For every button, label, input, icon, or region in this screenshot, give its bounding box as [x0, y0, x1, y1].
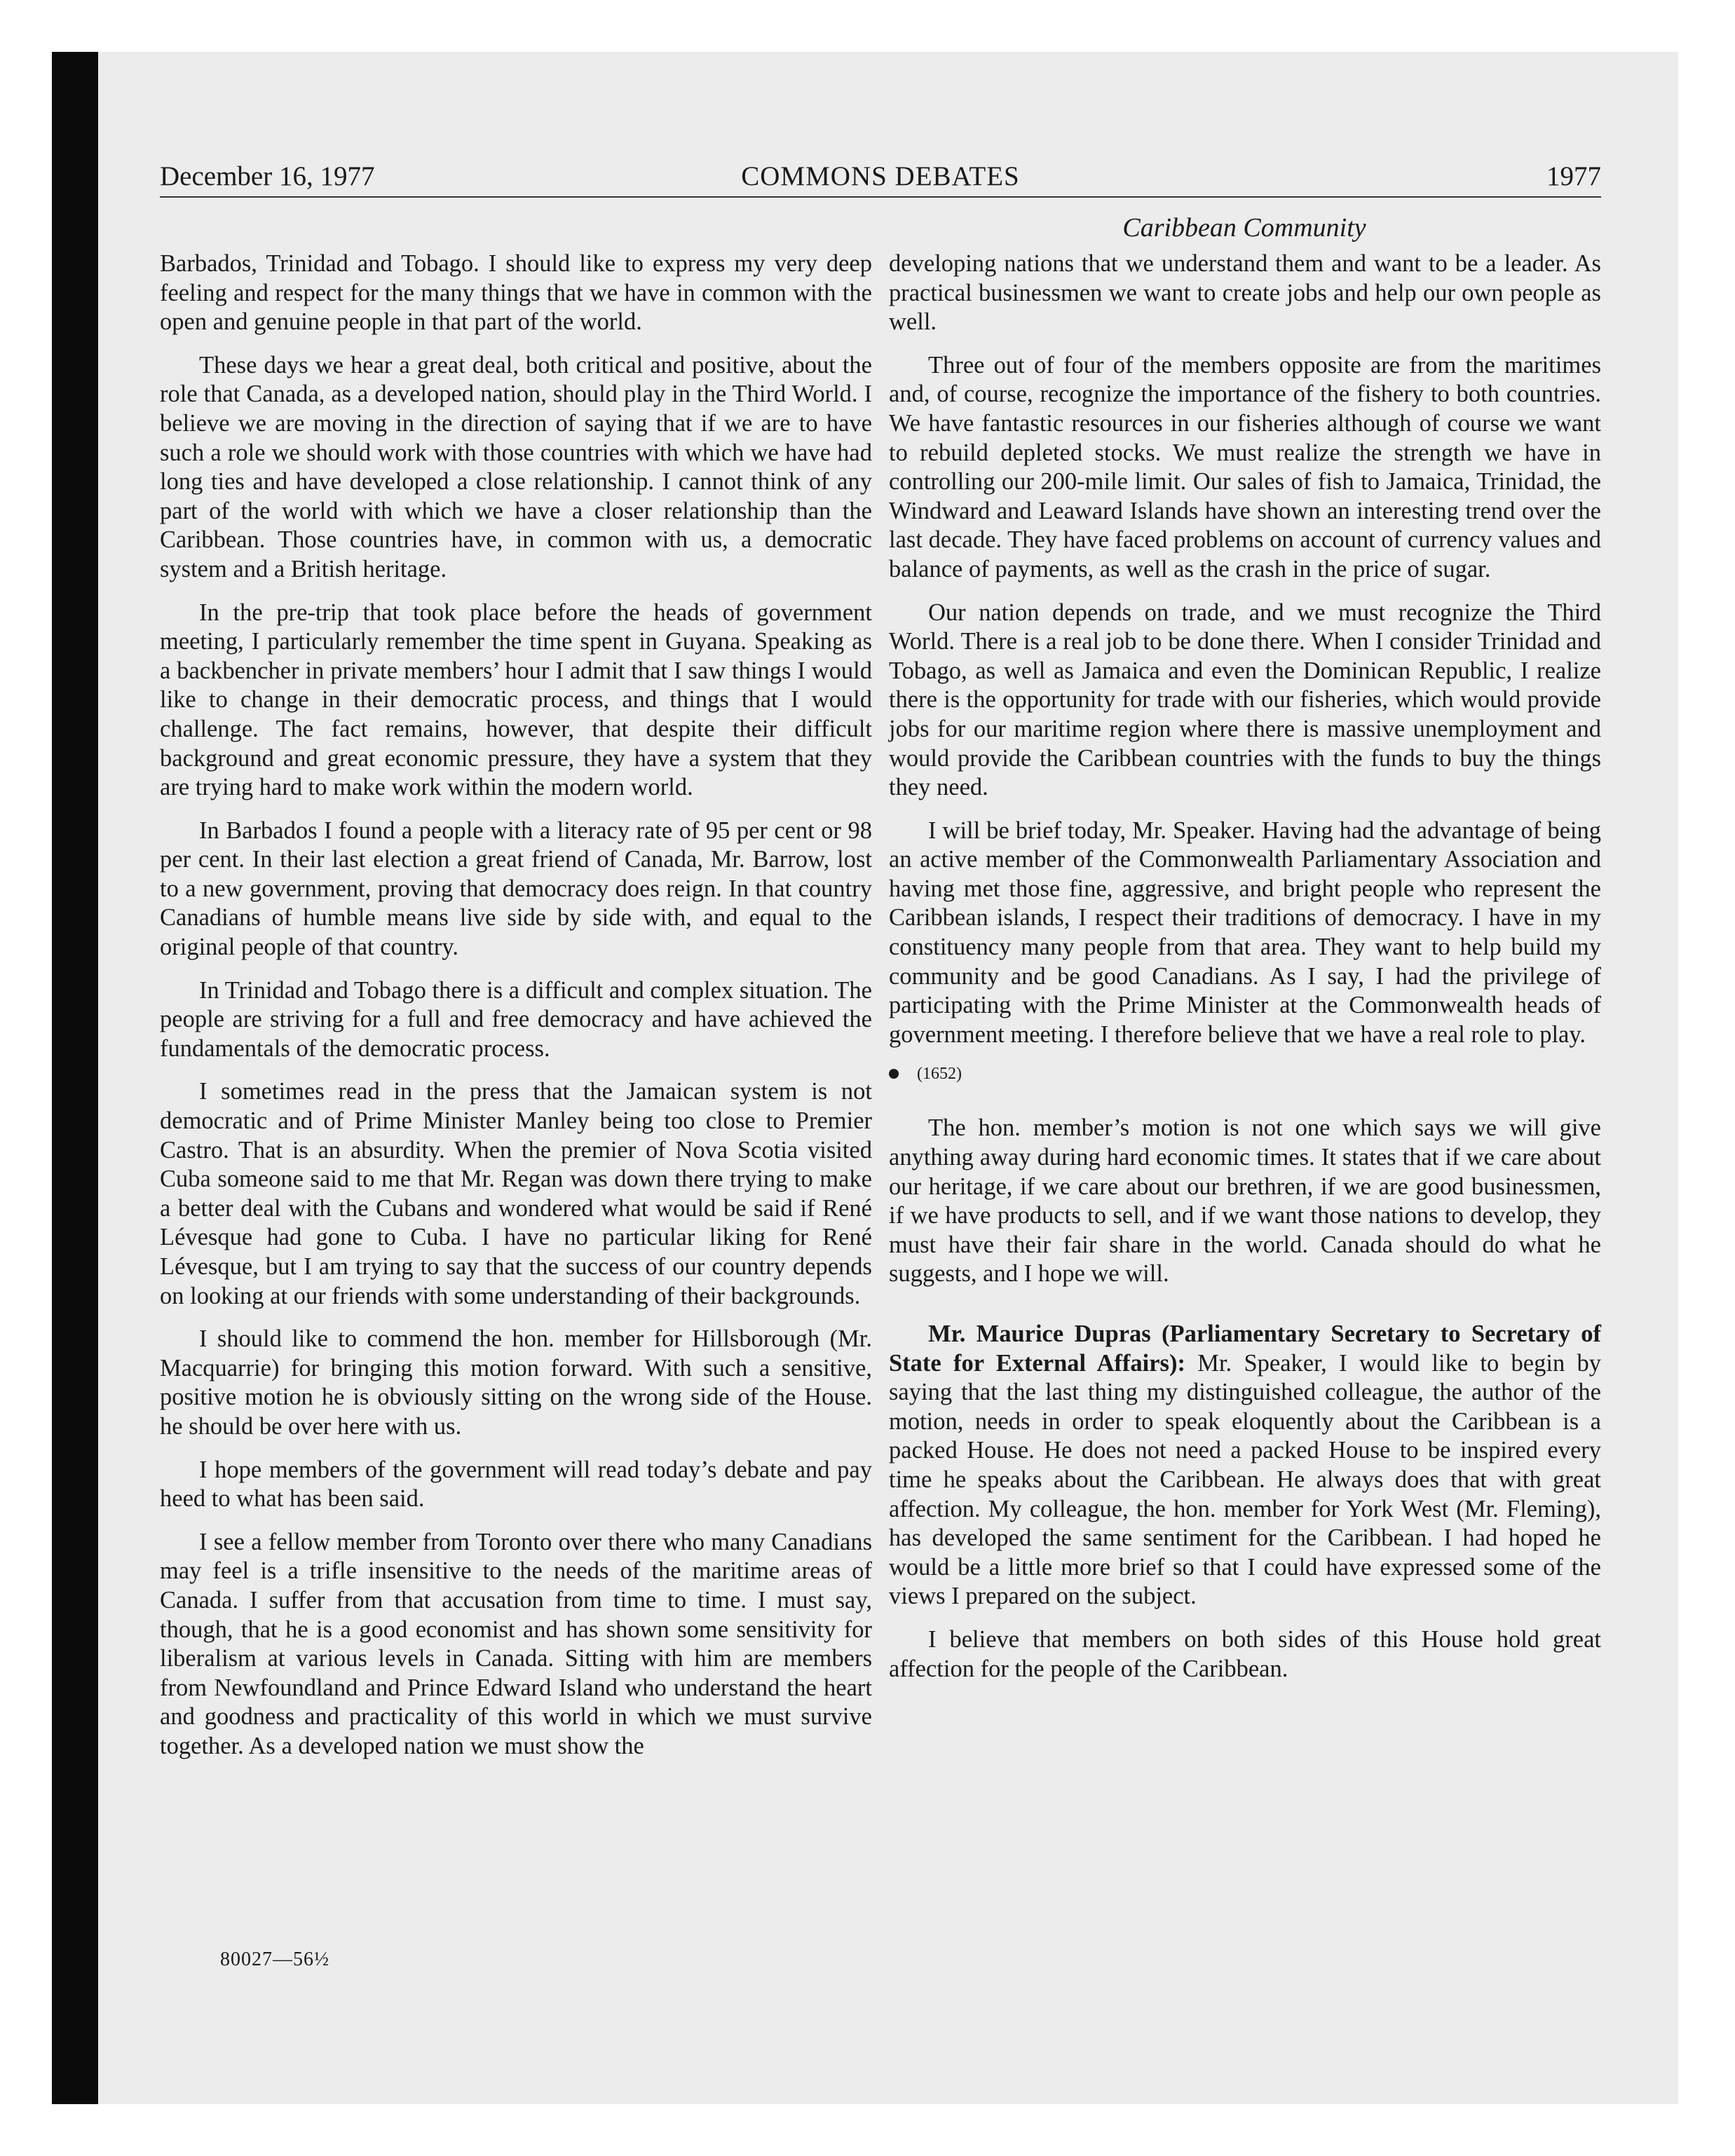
paragraph: I believe that members on both sides of this House hold great affection for the people of the Caribbean.	[889, 1625, 1601, 1682]
footer-code: 80027—56½	[220, 1949, 329, 1970]
header-rule	[160, 196, 1601, 198]
speaker-paragraph	[889, 1320, 1601, 1611]
header-date: December 16, 1977	[160, 161, 375, 191]
paragraph: I hope members of the government will read today’s debate and pay heed to what has been said.	[160, 1456, 872, 1513]
paragraph: In Trinidad and Tobago there is a difficult and complex situation. The people are striving for a full and free democracy and have achieved the fundamentals of the democratic process.	[160, 976, 872, 1062]
paragraph: Barbados, Trinidad and Tobago. I should like to express my very deep feeling and respect for the many things that we have in common with the open and genuine people in that part of the world.	[160, 250, 872, 336]
binding-edge	[52, 52, 98, 2104]
header-title: COMMONS DEBATES	[741, 161, 1020, 191]
paragraph: Our nation depends on trade, and we must recognize the Third World. There is a real job to be done there. When I consider Trinidad and Tobago, as well as Jamaica and even the Dominican Republic, I realize there is the opportunity for trade with our fisheries, which would provide jobs for our maritime region where there is massive unemployment and would provide the Caribbean countries with the funds to buy the things they need.	[889, 599, 1601, 801]
paragraph: Three out of four of the members opposite are from the maritimes and, of course, recognize the importance of the fishery to both countries. We have fantastic resources in our fisheries although of course we want to rebuild depleted stocks. We must realize the strength we have in controlling our 200-mile limit. Our sales of fish to Jamaica, Trinidad, the Windward and Leaward Islands have shown an interesting trend over the last decade. They have faced problems on account of currency values and balance of payments, as well as the crash in the price of sugar.	[889, 351, 1601, 582]
paragraph: I see a fellow member from Toronto over there who many Canadians may feel is a trifle insensitive to the needs of the maritime areas of Canada. I suffer from that accusation from time to time. I must say, though, that he is a good economist and has shown some sensitivity for liberalism at various levels in Canada. Sitting with him are members from Newfoundland and Prince Edward Island who understand the heart and goodness and practicality of this world in which we must survive together. As a developed nation we must show the	[160, 1528, 872, 1759]
timestamp	[889, 1063, 1601, 1084]
bullet-icon	[889, 1069, 899, 1079]
paragraph: developing nations that we understand them and want to be a leader. As practical businessmen we want to create jobs and help our own people as well.	[889, 250, 1601, 336]
left-column	[160, 250, 872, 1775]
paragraph: I sometimes read in the press that the Jamaican system is not democratic and of Prime Minister Manley being too close to Premier Castro. That is an absurdity. When the premier of Nova Scotia visited Cuba someone said to me that Mr. Regan was down there trying to make a better deal with the Cubans and wondered what would be said if René Lévesque had gone to Cuba. I have no particular liking for René Lévesque, but I am trying to say that the success of our country depends on looking at our friends with some understanding of their backgrounds.	[160, 1078, 872, 1309]
speaker-text: Mr. Speaker, I would like to begin by saying that the last thing my distinguished colleague, the author of the motion, needs in order to speak eloquently about the Caribbean is a packed House. He does not need a packed House to be inspired every time he speaks about the Caribbean. He always does that with great affection. My colleague, the hon. member for York West (Mr. Fleming), has developed the same sentiment for the Caribbean. I had hoped he would be a little more brief so that I could have expressed some of the views I prepared on the subject.	[889, 1349, 1601, 1610]
paragraph: In the pre-trip that took place before the heads of government meeting, I particularly remember the time spent in Guyana. Speaking as a backbencher in private members’ hour I admit that I saw things I would like to change in their democratic process, and things that I would challenge. The fact remains, however, that despite their difficult background and great economic pressure, they have a system that they are trying hard to make work within the modern world.	[160, 599, 872, 801]
paragraph: I should like to commend the hon. member for Hillsborough (Mr. Macquarrie) for bringing this motion forward. With such a sensitive, positive motion he is obviously sitting on the wrong side of the House. he should be over here with us.	[160, 1325, 872, 1440]
subject-heading: Caribbean Community	[1122, 213, 1366, 243]
paragraph: The hon. member’s motion is not one which says we will give anything away during hard economic times. It states that if we care about our heritage, if we care about our brethren, if we are good businessmen, if we have products to sell, and if we want those nations to develop, they must have their fair share in the world. Canada should do what he suggests, and I hope we will.	[889, 1114, 1601, 1288]
paragraph: I will be brief today, Mr. Speaker. Having had the advantage of being an active member of the Commonwealth Parliamentary Association and having met those fine, aggressive, and bright people who represent the Caribbean islands, I respect their traditions of democracy. I have in my constituency many people from that area. They want to help build my community and be good Canadians. As I say, I had the privilege of participating with the Prime Minister at the Commonwealth heads of government meeting. I therefore believe that we have a real role to play.	[889, 817, 1601, 1048]
header-page-number: 1977	[1546, 161, 1601, 191]
speaker-name: Mr. Maurice Dupras (Parliamentary Secretary to Secretary of State for External Affairs):	[889, 1321, 1601, 1377]
right-column	[889, 250, 1601, 1698]
timestamp-label: (1652)	[917, 1065, 962, 1084]
paragraph: These days we hear a great deal, both critical and positive, about the role that Canada, as a developed nation, should play in the Third World. I believe we are moving in the direction of saying that if we are to have such a role we should work with those countries with which we have had long ties and have developed a close relationship. I cannot think of any part of the world with which we have a closer relationship than the Caribbean. Those countries have, in common with us, a democratic system and a British heritage.	[160, 351, 872, 582]
paragraph: In Barbados I found a people with a literacy rate of 95 per cent or 98 per cent. In their last election a great friend of Canada, Mr. Barrow, lost to a new government, proving that democracy does reign. In that country Canadians of humble means live side by side with, and equal to the original people of that country.	[160, 817, 872, 961]
page-header	[160, 157, 1601, 196]
